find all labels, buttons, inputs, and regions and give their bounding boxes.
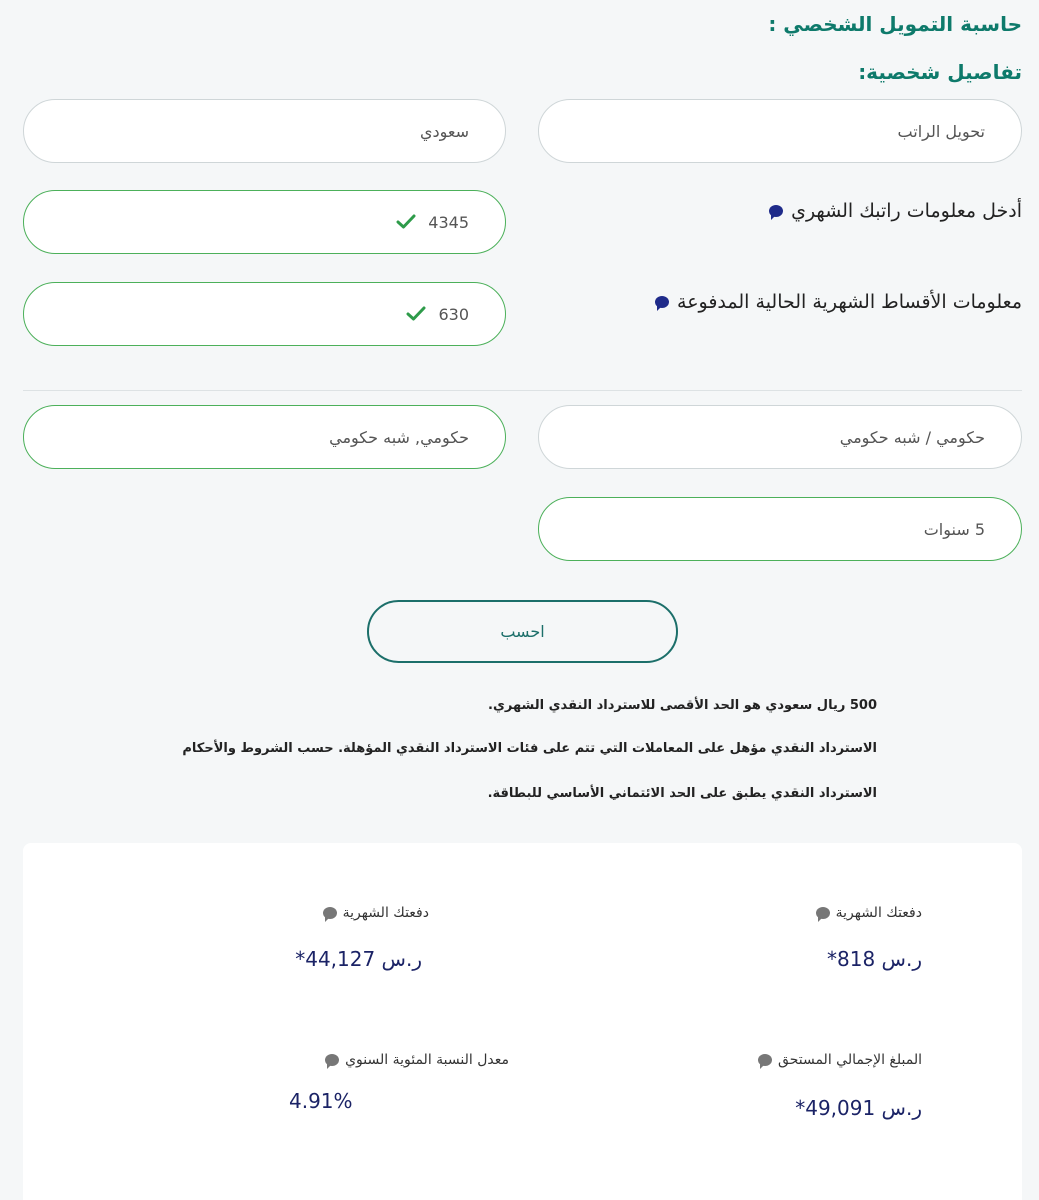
page-title: حاسبة التمويل الشخصي :	[768, 12, 1022, 36]
salary-value: 4345	[428, 212, 469, 232]
installments-value: 630	[438, 304, 469, 324]
info-icon[interactable]	[655, 296, 669, 308]
salary-input[interactable]	[23, 190, 506, 254]
info-icon[interactable]	[758, 1054, 772, 1066]
monthly-payment-label	[816, 905, 922, 921]
installments-label-text: معلومات الأقساط الشهرية الحالية المدفوعة	[677, 291, 1022, 313]
salary-transfer-select[interactable]	[538, 99, 1022, 163]
employer-type-select[interactable]	[538, 405, 1022, 469]
note-cashback-credit: الاسترداد النقدي يطبق على الحد الائتماني الأساسي للبطاقة.	[487, 786, 877, 801]
employer-type-value: حكومي / شبه حكومي	[839, 427, 985, 447]
check-icon	[396, 214, 416, 230]
monthly-payment-value: ر.س 818*	[827, 947, 922, 971]
note-cashback-limit: 500 ريال سعودي هو الحد الأقصى للاسترداد النقدي الشهري.	[488, 698, 877, 713]
info-icon[interactable]	[325, 1054, 339, 1066]
salary-label	[769, 200, 1022, 222]
check-icon	[406, 306, 426, 322]
divider	[23, 390, 1022, 391]
results-panel	[23, 843, 1022, 1200]
salary-label-text: أدخل معلومات راتبك الشهري	[791, 200, 1022, 222]
total-amount-label-text: المبلغ الإجمالي المستحق	[778, 1052, 922, 1068]
tenure-select[interactable]	[538, 497, 1022, 561]
info-icon[interactable]	[769, 205, 783, 217]
installments-input[interactable]	[23, 282, 506, 346]
salary-transfer-value: تحويل الراتب	[897, 121, 985, 141]
tenure-value: 5 سنوات	[923, 519, 985, 539]
calculate-button[interactable]: احسب	[367, 600, 678, 663]
section-title: تفاصيل شخصية:	[858, 60, 1022, 84]
monthly-payment-label-text: دفعتك الشهرية	[835, 905, 922, 921]
second-payment-label-text: دفعتك الشهرية	[342, 905, 429, 921]
total-amount-label	[758, 1052, 922, 1068]
total-amount-value: ر.س 49,091*	[795, 1096, 922, 1120]
employer-value: حكومي, شبه حكومي	[329, 427, 469, 447]
employer-select[interactable]	[23, 405, 506, 469]
info-icon[interactable]	[816, 907, 830, 919]
apr-label-text: معدل النسبة المئوية السنوي	[345, 1052, 509, 1068]
installments-label	[655, 291, 1022, 313]
apr-value: 4.91%	[289, 1089, 353, 1113]
second-payment-label	[323, 905, 429, 921]
apr-label	[325, 1052, 509, 1068]
nationality-value: سعودي	[419, 121, 469, 141]
info-icon[interactable]	[323, 907, 337, 919]
note-cashback-eligibility: الاسترداد النقدي مؤهل على المعاملات التي تتم على فئات الاسترداد النقدي المؤهلة. حسب الشروط والأحكام	[182, 741, 877, 756]
nationality-select[interactable]	[23, 99, 506, 163]
second-payment-value: ر.س 44,127*	[295, 947, 422, 971]
